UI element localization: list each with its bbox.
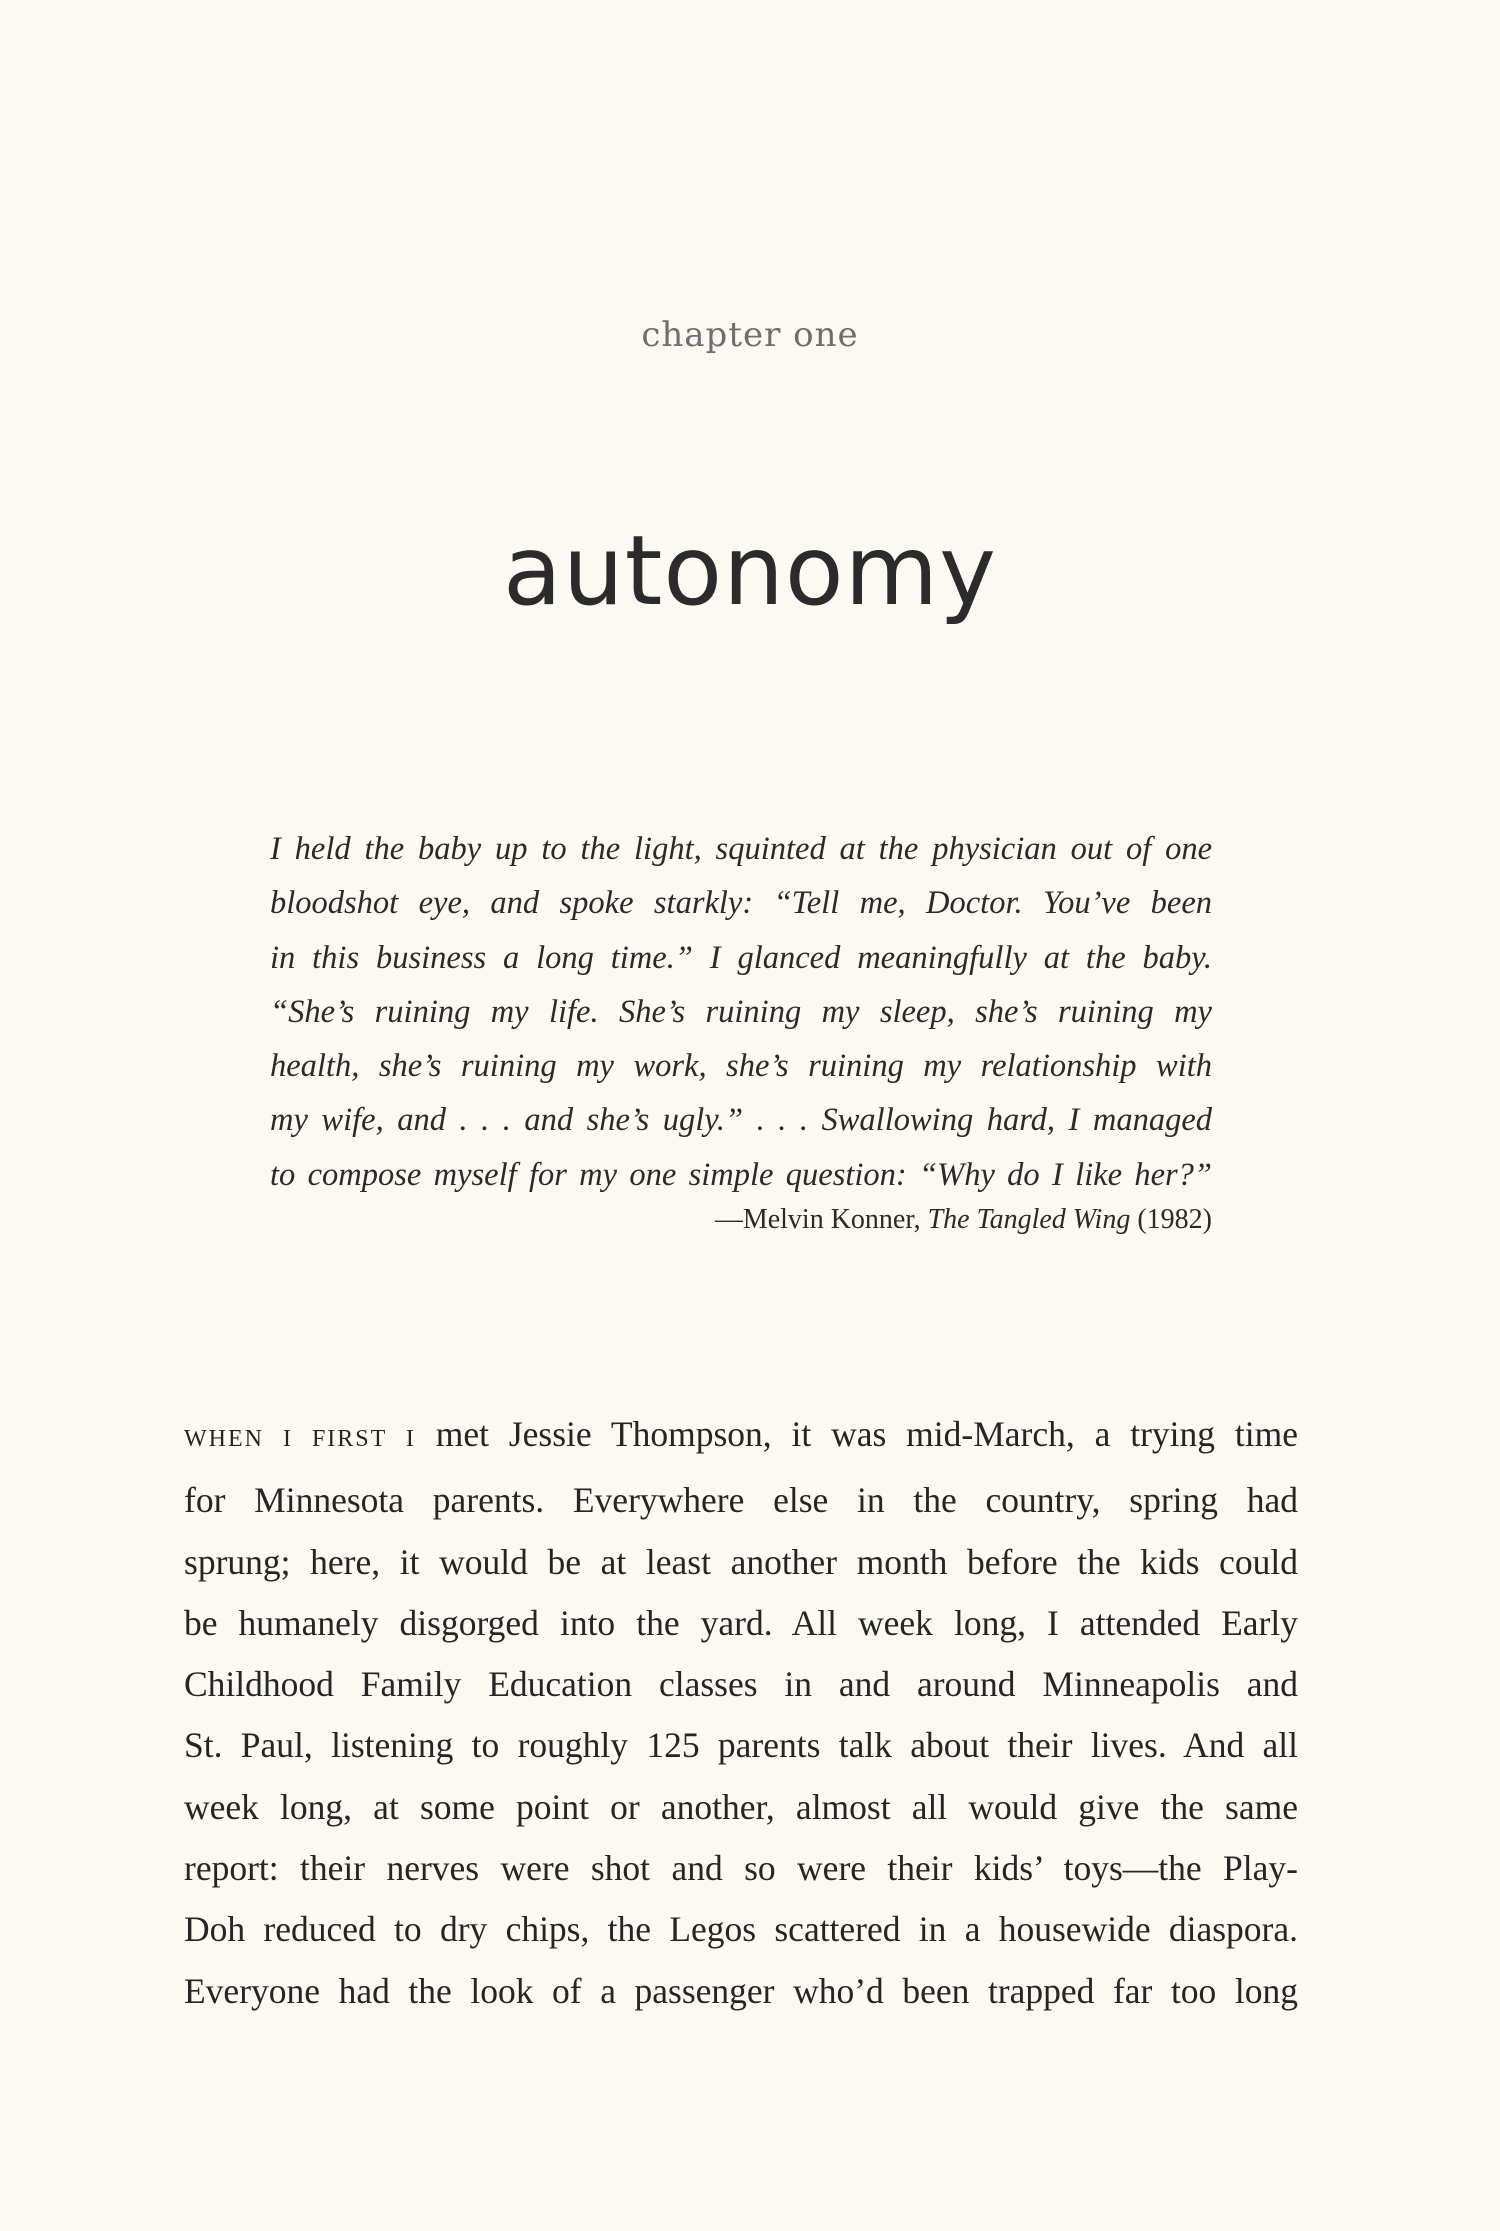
body-text (184, 1404, 1298, 2022)
epigraph-line: health, she’s ruining my work, she’s ruining my relationship with (270, 1048, 1212, 1085)
body-line: week long, at some point or another, almost all would give the same (184, 1786, 1298, 1827)
attribution-year: (1982) (1137, 1204, 1212, 1235)
epigraph-line: my wife, and . . . and she’s ugly.” . . . Swallowing hard, I managed (270, 1102, 1212, 1139)
first-line-text: met Jessie Thompson, it was mid-March, a trying time (435, 1414, 1299, 1454)
body-line (184, 1404, 1298, 1470)
epigraph-attribution (270, 1204, 1212, 1236)
body-line: sprung; here, it would be at least another month before the kids could (184, 1541, 1298, 1582)
body-line: for Minnesota parents. Everywhere else in the country, spring had (184, 1480, 1298, 1521)
epigraph (270, 822, 1212, 1202)
epigraph-line: to compose myself for my one simple question: “Why do I like her?” (270, 1156, 1212, 1193)
epigraph-line: bloodshot eye, and spoke starkly: “Tell me, Doctor. You’ve been (270, 885, 1212, 922)
epigraph-line: “She’s ruining my life. She’s ruining my sleep, she’s ruining my (270, 993, 1212, 1030)
body-line: Childhood Family Education classes in and around Minneapolis and (184, 1664, 1298, 1705)
body-line: report: their nerves were shot and so were their kids’ toys—the Play- (184, 1848, 1298, 1889)
chapter-number: chapter one (641, 315, 859, 355)
body-line: Doh reduced to dry chips, the Legos scattered in a housewide diaspora. (184, 1909, 1298, 1950)
epigraph-line: in this business a long time.” I glanced meaningfully at the baby. (270, 939, 1212, 976)
attribution-book-title: The Tangled Wing (927, 1204, 1131, 1235)
body-line: St. Paul, listening to roughly 125 parents talk about their lives. And all (184, 1725, 1298, 1766)
attribution-author: —Melvin Konner, (714, 1204, 921, 1235)
chapter-title: autonomy (503, 515, 997, 627)
lead-in-smallcaps: WHEN I FIRST I (184, 1426, 416, 1452)
body-line: be humanely disgorged into the yard. All week long, I attended Early (184, 1602, 1298, 1643)
epigraph-line: I held the baby up to the light, squinted at the physician out of one (270, 831, 1212, 867)
body-line: Everyone had the look of a passenger who’d been trapped far too long (184, 1970, 1298, 2011)
